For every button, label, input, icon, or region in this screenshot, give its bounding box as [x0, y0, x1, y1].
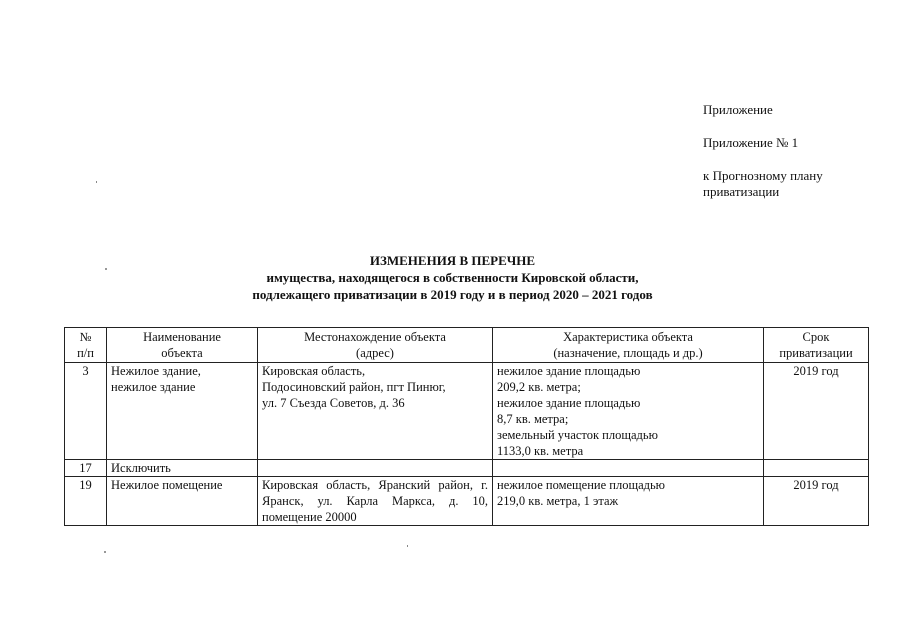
row-object-name: Нежилое помещение: [107, 477, 258, 526]
attachment-reference-line1: к Прогнозному плану: [703, 168, 823, 183]
document-subtitle-line2: подлежащего приватизации в 2019 году и в период 2020 – 2021 годов: [252, 287, 653, 302]
header-details: Характеристика объекта (назначение, площадь и др.): [493, 328, 764, 363]
row-details: [493, 460, 764, 477]
attachment-reference: [703, 168, 893, 200]
row-number: 17: [65, 460, 107, 477]
row-term: 2019 год: [764, 363, 869, 460]
row-address: Кировская область, Подосиновский район, пгт Пинюг, ул. 7 Съезда Советов, д. 36: [258, 363, 493, 460]
row-object-name: Исключить: [107, 460, 258, 477]
row-object-name: Нежилое здание, нежилое здание: [107, 363, 258, 460]
row-number: 19: [65, 477, 107, 526]
document-title: ИЗМЕНЕНИЯ В ПЕРЕЧНЕ: [369, 253, 536, 268]
document-subtitle-line1: имущества, находящегося в собственности Кировской области,: [266, 270, 639, 285]
header-number: № п/п: [65, 328, 107, 363]
table-row: [65, 363, 869, 460]
row-number: 3: [65, 363, 107, 460]
row-details: нежилое помещение площадью 219,0 кв. метра, 1 этаж: [493, 477, 764, 526]
attachment-reference-line2: приватизации: [703, 184, 780, 199]
header-name: Наименование объекта: [107, 328, 258, 363]
changes-table: [64, 327, 869, 526]
attachment-label: Приложение: [703, 102, 773, 117]
attachment-note: [703, 102, 893, 200]
attachment-number: Приложение № 1: [703, 135, 799, 150]
row-term: 2019 год: [764, 477, 869, 526]
table-row: [65, 477, 869, 526]
row-address: Кировская область, Яранский район, г. Яранск, ул. Карла Маркса, д. 10, помещение 20000: [258, 477, 493, 526]
header-term: Срок приватизации: [764, 328, 869, 363]
document-heading: [200, 252, 705, 303]
table-row: [65, 460, 869, 477]
row-address: [258, 460, 493, 477]
table-header-row: [65, 328, 869, 363]
row-term: [764, 460, 869, 477]
row-details: нежилое здание площадью 209,2 кв. метра; нежилое здание площадью 8,7 кв. метра; земельный участок площадью 1133,0 кв. метра: [493, 363, 764, 460]
header-address: Местонахождение объекта (адрес): [258, 328, 493, 363]
